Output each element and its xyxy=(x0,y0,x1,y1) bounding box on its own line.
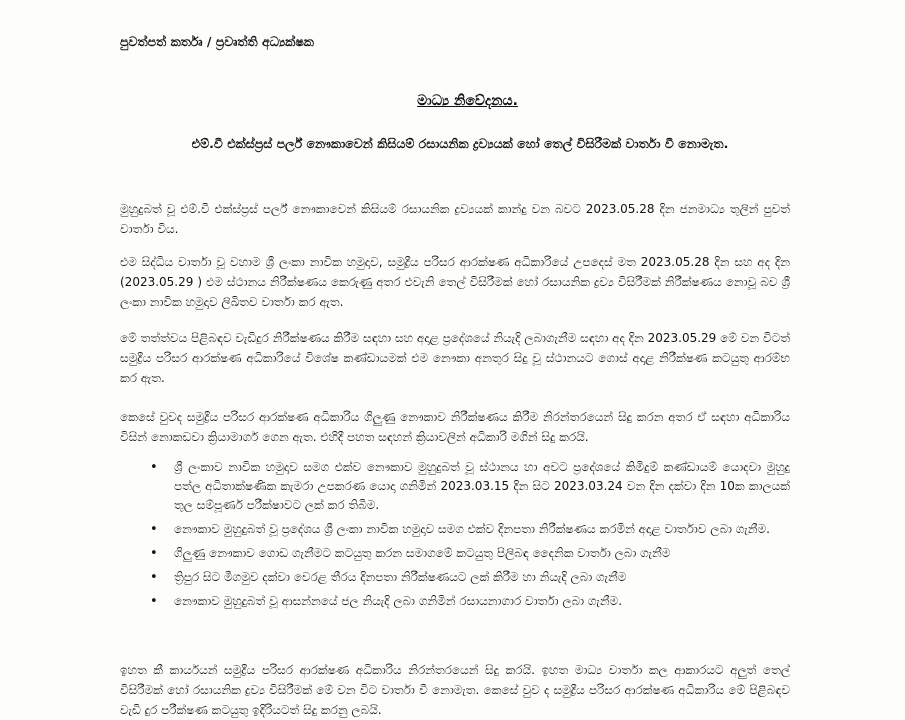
document-title: මාධ්‍ය නිවේදනය. xyxy=(417,93,518,109)
bullet-icon: • xyxy=(150,570,158,585)
list-item xyxy=(120,458,790,515)
list-item-text: ත්‍රිපුර සිට මීගමුව දක්වා වෙරළ තීරය දිනපතා නිරීක්ෂණයට ලක් කිරීම හා නියැදි ලබා ගැනීම xyxy=(174,570,627,584)
header-recipient: පුවත්පත් කර්තෘ / ප්‍රවෘත්ති අධ්‍යක්ෂක xyxy=(120,34,314,49)
bullet-icon: • xyxy=(150,546,158,561)
document-title-row xyxy=(0,93,905,109)
bullet-icon: • xyxy=(150,460,158,475)
paragraph-3: මේ තත්ත්වය පිළිබඳව වැඩිදුර නිරීක්ෂණය කිරීම සඳහා සහ අදාළ ප්‍රදේශයේ නියැදි ලබාගැනීම සඳහා අද දින 2023.05.29 මේ වන විටත් සමුද්‍රීය පරිසර ආරක්ෂණ අධිකාරියේ විශේෂ කණ්ඩායමක් එම නෞකා අනතුර සිදු වූ ස්ථානයට ගොස් අදාළ නිරීක්ෂණ කටයුතු ආරම්භ කර ඇත. xyxy=(120,331,790,385)
action-list xyxy=(120,458,790,616)
list-item xyxy=(120,520,790,539)
list-item xyxy=(120,544,790,563)
paragraph-2: එම සිද්ධිය වාර්තා වූ වහාම ශ්‍රී ලංකා නාවික හමුදාව, සමුද්‍රීය පරිසර ආරක්ෂණ අධිකාරියේ උපදෙස් මත 2023.05.28 දින සහ අද දින (2023.05.29 ) එම ස්ථානය නිරීක්ෂණය කෙරුණු අතර එවැනි තෙල් විසිරීමක් හෝ රසායනික ද්‍රව්‍ය විසිරීමක් නිරීක්ෂණය නොවූ බව ශ්‍රී ලංකා නාවික හමුදාව ලිඛිතව වාර්තා කර ඇත. xyxy=(120,255,790,309)
list-item-text: ශ්‍රී ලංකාව නාවික හමුදාව සමග එක්ව නෞකාව මුහුදුබත් වූ ස්ථානය හා අවට ප්‍රදේශයේ කිමිදුම් කණ්ඩායම් යොදවා මුහුදු පත්ල අධිතාක්ෂණික කැමරා උපකරණ යොදා ගනිමින් 2023.03.15 දින සිට 2023.03.24 වන දින දක්වා දින 10ක කාලයක් තුල සම්පූර්ණ පරීක්ෂාවට ලක් කර තිබීම. xyxy=(174,460,790,512)
bullet-icon: • xyxy=(150,522,158,537)
list-item xyxy=(120,568,790,587)
list-item-text: ගිලුණු නෞකාව ගොඩ ගැනීමට කටයුතු කරන සමාගමේ කටයුතු පිලිබඳ දෛනික වාර්තා ලබා ගැනීම xyxy=(174,546,671,560)
list-item xyxy=(120,592,790,611)
paragraph-4: කෙසේ වුවද සමුද්‍රීය පරිසර ආරක්ෂණ අධිකාරිය ගිලුණු නෞකාව නිරීක්ෂණය කිරීම නිරන්තරයෙන් සිදු කරන අතර ඒ සඳහා අධිකාරිය විසින් නොකඩවා ක්‍රියාමාර්ග ගෙන ඇත. එහිදී පහත සඳහන් ක්‍රියාවලින් අධිකාරි මගින් සිදු කරයි. xyxy=(120,410,790,444)
paragraph-5: ඉහත කී කාර්යයන් සමුද්‍රීය පරිසර ආරක්ෂණ අධිකාරිය නිරන්තරයෙන් සිදු කරයි. ඉහත මාධ්‍ය වාර්තා කල ආකාරයට අලුත් තෙල් විසිරීමක් හෝ රසායනික ද්‍රව්‍ය විසිරීමක් මේ වන විට වාර්තා වී නොමැත. කෙසේ වුව ද සමුද්‍රීය පරිසර ආරක්ෂණ අධිකාරිය මේ පිළිබඳව වැඩි දුර පරීක්ෂණ කටයුතු ඉදිරියටත් සිදු කරනු ලබයි. xyxy=(120,663,790,717)
list-item-text: නෞකාව මුහුදුබත් වූ ප්‍රදේශය ශ්‍රී ලංකා නාවික හමුදාව සමග එක්ව දිනපතා නිරීක්ෂණය කරමින් අදාළ වාර්තාව ලබා ගැනීම. xyxy=(174,522,770,536)
paragraph-1: මුහුදුබත් වූ එම්.වී එක්ස්ප්‍රස් පර්ල් නෞකාවෙන් කිසියම් රසායනික ද්‍රව්‍යයක් කාන්දු වන බවට 2023.05.28 දින ජනමාධ්‍ය තුලින් පුවත් වාර්තා විය. xyxy=(120,202,790,236)
bullet-icon: • xyxy=(150,594,158,609)
document-subtitle: එම්.වී එක්ස්ප්‍රස් පර්ල් නෞකාවෙන් කිසියම් රසායනික ද්‍රව්‍යයක් හෝ තෙල් විසිරීමක් වාර්තා වී නොමැත. xyxy=(191,136,729,151)
list-item-text: නෞකාව මුහුදුබත් වූ ආසන්නයේ ජල නියැදි ලබා ගනිමින් රසායනාගාර වාර්තා ලබා ගැනීම. xyxy=(174,594,623,608)
